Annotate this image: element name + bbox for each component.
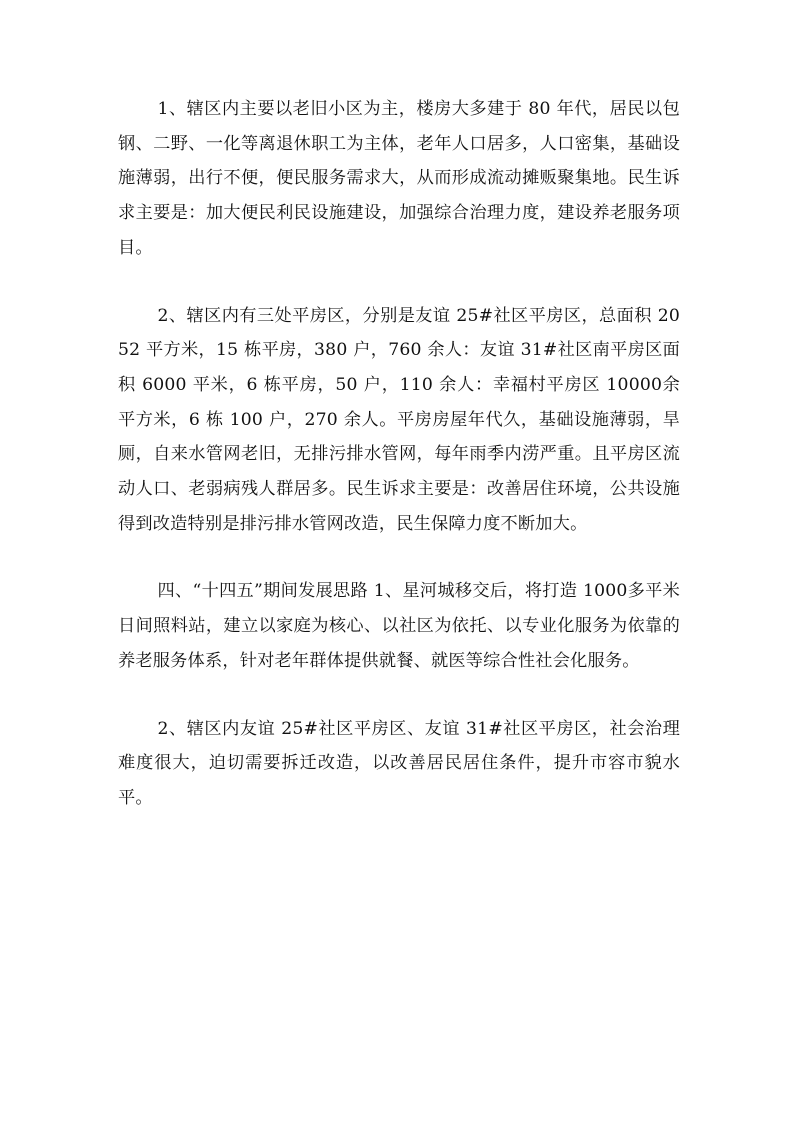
- paragraph-old-residential-areas: 1、辖区内主要以老旧小区为主，楼房大多建于 80 年代，居民以包钢、二野、一化等离退休职工为主体，老年人口居多，人口密集，基础设施薄弱，出行不便，便民服务需求大，从而形成流动摊贩聚集地。民生诉求主要是：加大便民利民设施建设，加强综合治理力度，建设养老服务项目。: [118, 99, 680, 258]
- paragraph-bungalow-areas: 2、辖区内有三处平房区，分别是友谊 25#社区平房区，总面积 2052 平方米，15 栋平房，380 户，760 余人：友谊 31#社区南平房区面积 6000 平米，6 栋平房，50 户，110 余人：幸福村平房区 10000余平方米，6 栋 100 户，270 余人。平房房屋年代久，基础设施薄弱，旱厕，自来水管网老旧，无排污排水管网，每年雨季内涝严重。且平房区流动人口、老弱病残人群居多。民生诉求主要是：改善居住环境，公共设施得到改造特别是排污排水管网改造，民生保障力度不断加大。: [118, 305, 680, 534]
- document-body: [118, 92, 680, 849]
- paragraph-renovation-need: 2、辖区内友谊 25#社区平房区、友谊 31#社区平房区，社会治理难度很大，迫切需要拆迁改造，以改善居民居住条件，提升市容市貌水平。: [118, 718, 680, 808]
- paragraph-development-plan: 四、“十四五”期间发展思路 1、星河城移交后，将打造 1000多平米日间照料站，建立以家庭为核心、以社区为依托、以专业化服务为依靠的养老服务体系，针对老年群体提供就餐、就医等综合性社会化服务。: [118, 581, 680, 671]
